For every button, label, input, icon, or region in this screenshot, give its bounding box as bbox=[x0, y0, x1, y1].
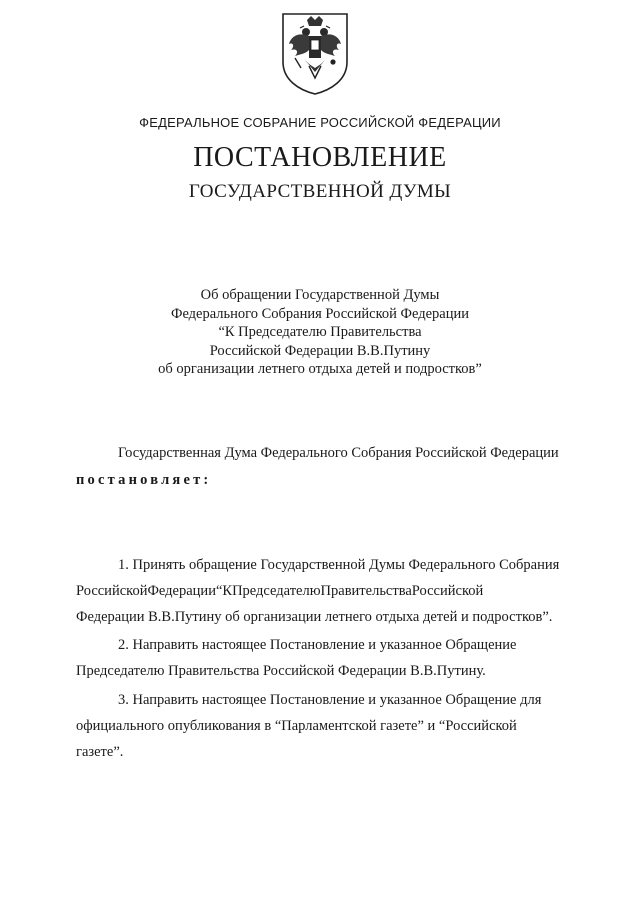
document-type-title: ПОСТАНОВЛЕНИЕ bbox=[193, 142, 447, 173]
subject-line: Федерального Собрания Российской Федерации bbox=[170, 305, 469, 322]
item-line: 2. Направить настоящее Постановление и указанное Обращение bbox=[118, 637, 517, 653]
preamble-text: Государственная Дума Федерального Собрания Российской Федерации bbox=[118, 445, 559, 461]
subject-line: Об обращении Государственной Думы bbox=[200, 287, 440, 303]
resolution-item-2 bbox=[76, 632, 576, 684]
document-subject bbox=[80, 286, 560, 379]
item-line: газете”. bbox=[76, 744, 124, 760]
item-line: 1. Принять обращение Государственной Думы Федерального Собрания bbox=[118, 557, 560, 573]
resolution-item-1 bbox=[76, 552, 576, 630]
resolution-item-3 bbox=[76, 687, 576, 765]
subject-line: об организации летнего отдыха детей и подростков” bbox=[158, 361, 482, 377]
item-line: РоссийскойФедерации“КПредседателюПравительстваРоссийской bbox=[76, 583, 484, 599]
subject-line: Российской Федерации В.В.Путину bbox=[209, 342, 431, 359]
item-line: 3. Направить настоящее Постановление и указанное Обращение для bbox=[118, 692, 542, 708]
item-line: официального опубликования в “Парламентской газете” и “Российской bbox=[76, 718, 517, 734]
item-line: Федерации В.В.Путину об организации летнего отдыха детей и подростков”. bbox=[76, 609, 553, 625]
document-issuer-subtitle: ГОСУДАРСТВЕННОЙ ДУМЫ bbox=[188, 181, 452, 202]
decree-word: постановляет: bbox=[76, 472, 212, 488]
item-line: Председателю Правительства Российской Федерации В.В.Путину. bbox=[76, 663, 486, 679]
subject-line: “К Председателю Правительства bbox=[218, 324, 422, 340]
russian-coat-of-arms-icon bbox=[279, 10, 351, 96]
organization-name: ФЕДЕРАЛЬНОЕ СОБРАНИЕ РОССИЙСКОЙ ФЕДЕРАЦИИ bbox=[139, 115, 501, 130]
